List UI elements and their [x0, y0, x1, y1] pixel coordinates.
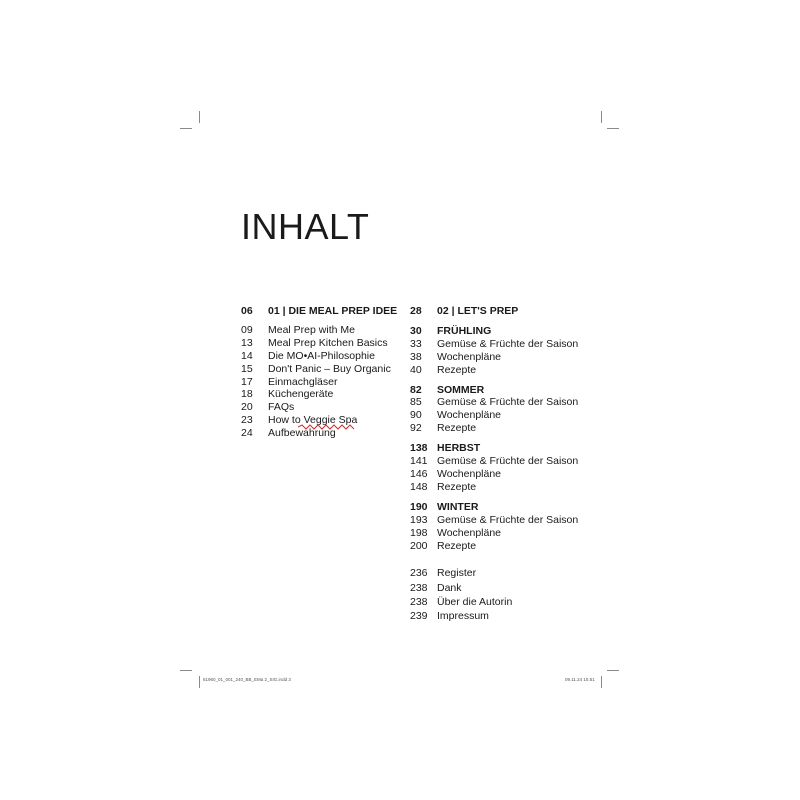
entry-title: Rezepte: [437, 480, 477, 493]
crop-mark: [180, 128, 192, 129]
season-group: [410, 501, 578, 553]
season-group: [410, 442, 578, 494]
season-title: WINTER: [437, 500, 479, 513]
toc-entry[interactable]: [410, 351, 578, 364]
crop-mark: [607, 670, 619, 671]
entry-title: Don't Panic – Buy Organic: [268, 362, 391, 375]
page-number: 193: [410, 513, 428, 526]
entry-title: Rezepte: [437, 363, 477, 376]
toc-entry[interactable]: [241, 388, 397, 401]
season-title: FRÜHLING: [437, 324, 492, 337]
crop-mark: [180, 670, 192, 671]
print-slug-filename: 61960_01_001_240_BB_EMa 2_SIG.indd 3: [203, 677, 291, 682]
season-title: SOMMER: [437, 383, 485, 396]
page-number: 33: [410, 337, 422, 350]
page-number: 23: [241, 414, 253, 427]
toc-section-heading[interactable]: [410, 305, 578, 318]
entry-title: Gemüse & Früchte der Saison: [437, 396, 579, 409]
page-number: 236: [410, 567, 428, 580]
entry-title: Meal Prep Kitchen Basics: [268, 336, 388, 349]
toc-right-column: [410, 305, 578, 624]
page-number: 238: [410, 581, 428, 594]
entry-title: Gemüse & Früchte der Saison: [437, 455, 579, 468]
entry-title: Rezepte: [437, 539, 477, 552]
toc-entry[interactable]: [241, 414, 397, 427]
toc-entry[interactable]: [241, 376, 397, 389]
entry-title: Aufbewahrung: [268, 427, 336, 440]
toc-entry[interactable]: [241, 401, 397, 414]
toc-appendix: [410, 566, 578, 623]
page-number: 239: [410, 610, 428, 623]
toc-entry[interactable]: [410, 481, 578, 494]
page-number: 40: [410, 363, 422, 376]
toc-section-heading[interactable]: [241, 305, 397, 318]
entry-title: How to Veggie Spa: [268, 414, 358, 427]
toc-entry[interactable]: [410, 581, 578, 595]
toc-entry[interactable]: [410, 364, 578, 377]
toc-entry[interactable]: [241, 337, 397, 350]
season-group: [410, 384, 578, 436]
page-number: 20: [241, 401, 253, 414]
entry-title-misspelled: [268, 414, 357, 427]
page-number: 148: [410, 480, 428, 493]
page-number: 146: [410, 467, 428, 480]
season-heading[interactable]: [410, 325, 578, 338]
page-number: 30: [410, 324, 422, 337]
entry-title: Küchengeräte: [268, 388, 334, 401]
page-number: 28: [410, 305, 422, 317]
entry-title: Über die Autorin: [437, 596, 513, 608]
page-number: 198: [410, 526, 428, 539]
season-title: HERBST: [437, 442, 481, 455]
entry-title: Meal Prep with Me: [268, 323, 355, 336]
toc-entry[interactable]: [410, 468, 578, 481]
season-heading[interactable]: [410, 501, 578, 514]
toc-entry[interactable]: [410, 422, 578, 435]
page-number: 38: [410, 350, 422, 363]
toc-entry[interactable]: [410, 455, 578, 468]
page-number: 06: [241, 305, 253, 317]
entry-title: Rezepte: [437, 422, 477, 435]
page-number: 09: [241, 323, 253, 336]
page-number: 17: [241, 375, 253, 388]
entry-title: Wochenpläne: [437, 467, 502, 480]
entry-title: Register: [437, 567, 477, 580]
season-group: [410, 325, 578, 377]
spellcheck-squiggle-icon: [298, 424, 356, 430]
entry-title: Impressum: [437, 610, 489, 623]
page-number: 141: [410, 455, 428, 468]
page-number: 200: [410, 539, 428, 552]
entry-title: Gemüse & Früchte der Saison: [437, 337, 579, 350]
page-number: 82: [410, 383, 422, 396]
toc-entry[interactable]: [410, 540, 578, 553]
crop-mark: [607, 128, 619, 129]
page-number: 138: [410, 442, 428, 455]
entry-title: Die MO•AI-Philosophie: [268, 349, 375, 362]
print-slug-timestamp: 09.11.24 15:51: [565, 677, 595, 682]
page-title: INHALT: [241, 206, 370, 248]
entry-title: Wochenpläne: [437, 526, 502, 539]
crop-mark: [199, 676, 200, 688]
toc-entry[interactable]: [241, 350, 397, 363]
crop-mark: [199, 111, 200, 123]
toc-entry[interactable]: [410, 566, 578, 580]
entry-title: Wochenpläne: [437, 350, 502, 363]
toc-entry[interactable]: [410, 409, 578, 422]
section-title: 02 | LET'S PREP: [437, 305, 519, 317]
season-heading[interactable]: [410, 384, 578, 397]
crop-mark: [601, 676, 602, 688]
page-number: 238: [410, 596, 428, 608]
toc-entry[interactable]: [410, 595, 578, 609]
page-number: 92: [410, 422, 422, 435]
page-number: 24: [241, 427, 253, 440]
toc-entry[interactable]: [410, 609, 578, 623]
page-number: 13: [241, 336, 253, 349]
toc-entry[interactable]: [241, 324, 397, 337]
toc-entry[interactable]: [410, 514, 578, 527]
entry-title: Wochenpläne: [437, 409, 502, 422]
page-number: 85: [410, 396, 422, 409]
entry-title: Gemüse & Früchte der Saison: [437, 513, 579, 526]
toc-entry[interactable]: [410, 527, 578, 540]
toc-left-column: [241, 305, 397, 440]
season-heading[interactable]: [410, 442, 578, 455]
page-number: 190: [410, 500, 428, 513]
page-number: 14: [241, 349, 253, 362]
page-number: 90: [410, 409, 422, 422]
entry-title: Dank: [437, 581, 462, 594]
entry-title: Einmachgläser: [268, 375, 338, 388]
entry-title: FAQs: [268, 401, 295, 414]
crop-mark: [601, 111, 602, 123]
page-number: 15: [241, 362, 253, 375]
toc-entry[interactable]: [410, 396, 578, 409]
toc-entry[interactable]: [241, 363, 397, 376]
toc-entry[interactable]: [410, 338, 578, 351]
section-title: 01 | DIE MEAL PREP IDEE: [268, 305, 398, 317]
page-number: 18: [241, 388, 253, 401]
